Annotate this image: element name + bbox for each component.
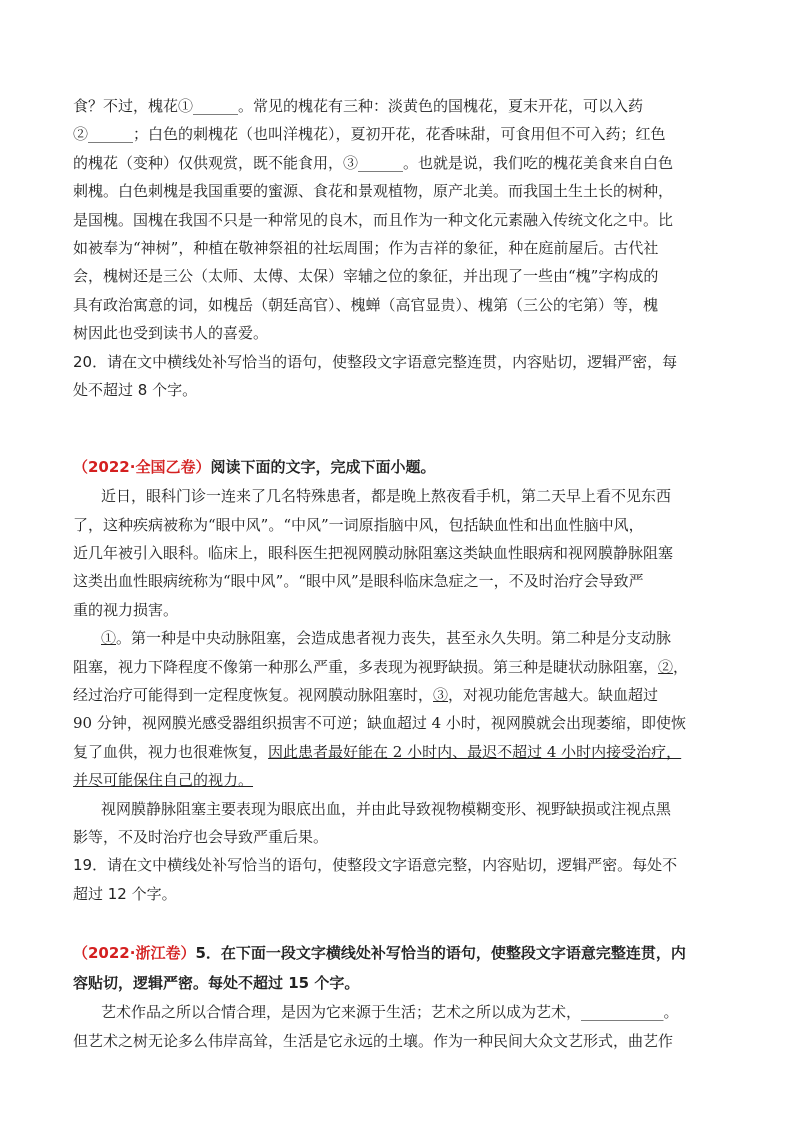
passage-art — [73, 998, 721, 1055]
question-20 — [73, 348, 721, 405]
section-heading-cont: 容贴切，逻辑严密。每处不超过 15 个字。 — [73, 974, 360, 993]
section-heading — [73, 938, 721, 968]
text-span: （高官显贵）、槐第（三公的宅第）等，槐 — [380, 295, 659, 314]
text-line: 影等，不及时治疗也会导致严重后果。 — [73, 827, 329, 846]
text-span: ， — [673, 657, 689, 676]
text-line: 如被奉为“神树”，种植在敬神祭祖的社坛周围；作为吉祥的象征，种在庭前屋后。古代社 — [73, 238, 659, 257]
blank-2[interactable]: ______ — [88, 125, 134, 144]
text-span: 。也就是说，我们吃的槐花美食来自白色 — [403, 153, 674, 172]
text-line: 90 分钟，视网膜光感受器组织损害不可逆；缺血超过 4 小时，视网膜就会出现萎缩，即使恢 — [73, 714, 686, 733]
text-line: 这类出血性眼病统称为“眼中风”。“眼中风”是眼科临床急症之一，不及时治疗会导致严 — [73, 572, 644, 591]
exam-source-tag: （2022·全国乙卷） — [73, 458, 211, 477]
text-span: 复了血供，视力也很难恢复， — [73, 742, 269, 761]
text-span: 具有政治寓意的词，如槐岳（朝廷高官）、 — [73, 295, 351, 314]
text-line: 视网膜静脉阻塞主要表现为眼底出血，并由此导致视物模糊变形、视野缺损或注视点黑 — [101, 799, 672, 818]
question-19 — [73, 851, 721, 908]
text-span: 阻塞，视力下降程度不像第一种那么严重，多表现为视野缺损。第三种是睫状动脉阻塞， — [73, 657, 659, 676]
text-line — [73, 738, 721, 766]
blank-1[interactable]: ______ — [193, 97, 239, 115]
underlined-sentence: 并尽可能保住自己的视力。 — [73, 771, 254, 790]
section-title: 5．在下面一段文字横线处补写恰当的语句，使整段文字语意完整连贯，内 — [195, 944, 686, 963]
blank-3[interactable]: ______ — [358, 153, 404, 172]
passage-eye-stroke — [73, 482, 721, 851]
text-span: 。 — [663, 1003, 679, 1022]
underlined-sentence: 因此患者最好能在 2 小时内、最迟不超过 4 小时内接受治疗， — [268, 742, 682, 761]
text-line: 树因此也受到读书人的喜爱。 — [73, 324, 269, 343]
text-line: 近日，眼科门诊一连来了几名特殊患者，都是晚上熬夜看手机，第二天早上看不见东西 — [101, 487, 672, 506]
blank-3[interactable]: ③ — [433, 686, 449, 705]
section-title: 阅读下面的文字，完成下面小题。 — [210, 458, 436, 477]
blank-1[interactable]: ① — [101, 629, 117, 648]
question-line: 20．请在文中横线处补写恰当的语句，使整段文字语意完整连贯，内容贴切，逻辑严密，每 — [73, 352, 678, 371]
blank-number: ② — [73, 125, 89, 144]
text-line: 是国槐。国槐在我国不只是一种常见的良木，而且作为一种文化元素融入传统文化之中。比 — [73, 210, 674, 229]
text-span: 。常见的槐花有三种：淡黄色的国槐花，夏末开花，可以入药 — [238, 97, 644, 115]
section-heading — [73, 452, 721, 482]
text-line — [73, 681, 721, 709]
text-line — [73, 653, 721, 681]
text-span: 。第一种是中央动脉阻塞，会造成患者视力丧失，甚至永久失明。第二种是分支动脉 — [116, 629, 672, 648]
text-line — [73, 291, 721, 319]
exam-source-tag: （2022·浙江卷） — [73, 944, 196, 963]
text-line: 会，槐树还是三公（太师、太傅、太保）宰辅之位的象征，并出现了一些由“槐”字构成的 — [73, 267, 659, 286]
text-line — [73, 120, 721, 148]
text-line — [73, 92, 721, 120]
blank-2[interactable]: ② — [658, 657, 674, 676]
text-line: 重的视力损害。 — [73, 600, 179, 619]
text-span: 食？不过，槐花① — [73, 97, 194, 115]
passage-locust-flowers — [73, 92, 721, 348]
text-line: 刺槐。白色刺槐是我国重要的蜜源、食花和景观植物，原产北美。而我国土生土长的树种， — [73, 182, 674, 201]
text-line — [73, 149, 721, 177]
text-span: 的槐花（变种）仅供观赏，既不能食用，③ — [73, 153, 359, 172]
question-line: 19．请在文中横线处补写恰当的语句，使整段文字语意完整，内容贴切，逻辑严密。每处不 — [73, 856, 678, 875]
text-span: 经过治疗可能得到一定程度恢复。视网膜动脉阻塞时， — [73, 686, 434, 705]
question-line: 处不超过 8 个字。 — [73, 380, 198, 399]
text-line: 了，这种疾病被称为“眼中风”。“中风”一词原指脑中风，包括缺血性和出血性脑中风， — [73, 515, 644, 534]
text-line — [73, 766, 721, 794]
blank-1[interactable]: ___________ — [581, 1003, 664, 1022]
text-span: ，对视功能危害越大。缺血超过 — [448, 686, 659, 705]
text-line: 近几年被引入眼科。临床上，眼科医生把视网膜动脉阻塞这类缺血性眼病和视网膜静脉阻塞 — [73, 544, 674, 563]
question-line: 超过 12 个字。 — [73, 884, 177, 903]
text-span: ；白色的刺槐花（也叫洋槐花），夏初开花，花香味甜，可食用但不可入药；红色 — [133, 125, 666, 144]
emphasized-word: 槐蝉 — [350, 295, 381, 314]
text-span: 艺术作品之所以合情合理，是因为它来源于生活；艺术之所以成为艺术， — [101, 1003, 582, 1022]
text-line: 但艺术之树无论多么伟岸高耸，生活是它永远的土壤。作为一种民间大众文艺形式，曲艺作 — [73, 1031, 674, 1050]
text-line — [73, 624, 721, 652]
text-line — [73, 998, 721, 1026]
document-page — [73, 92, 721, 1055]
